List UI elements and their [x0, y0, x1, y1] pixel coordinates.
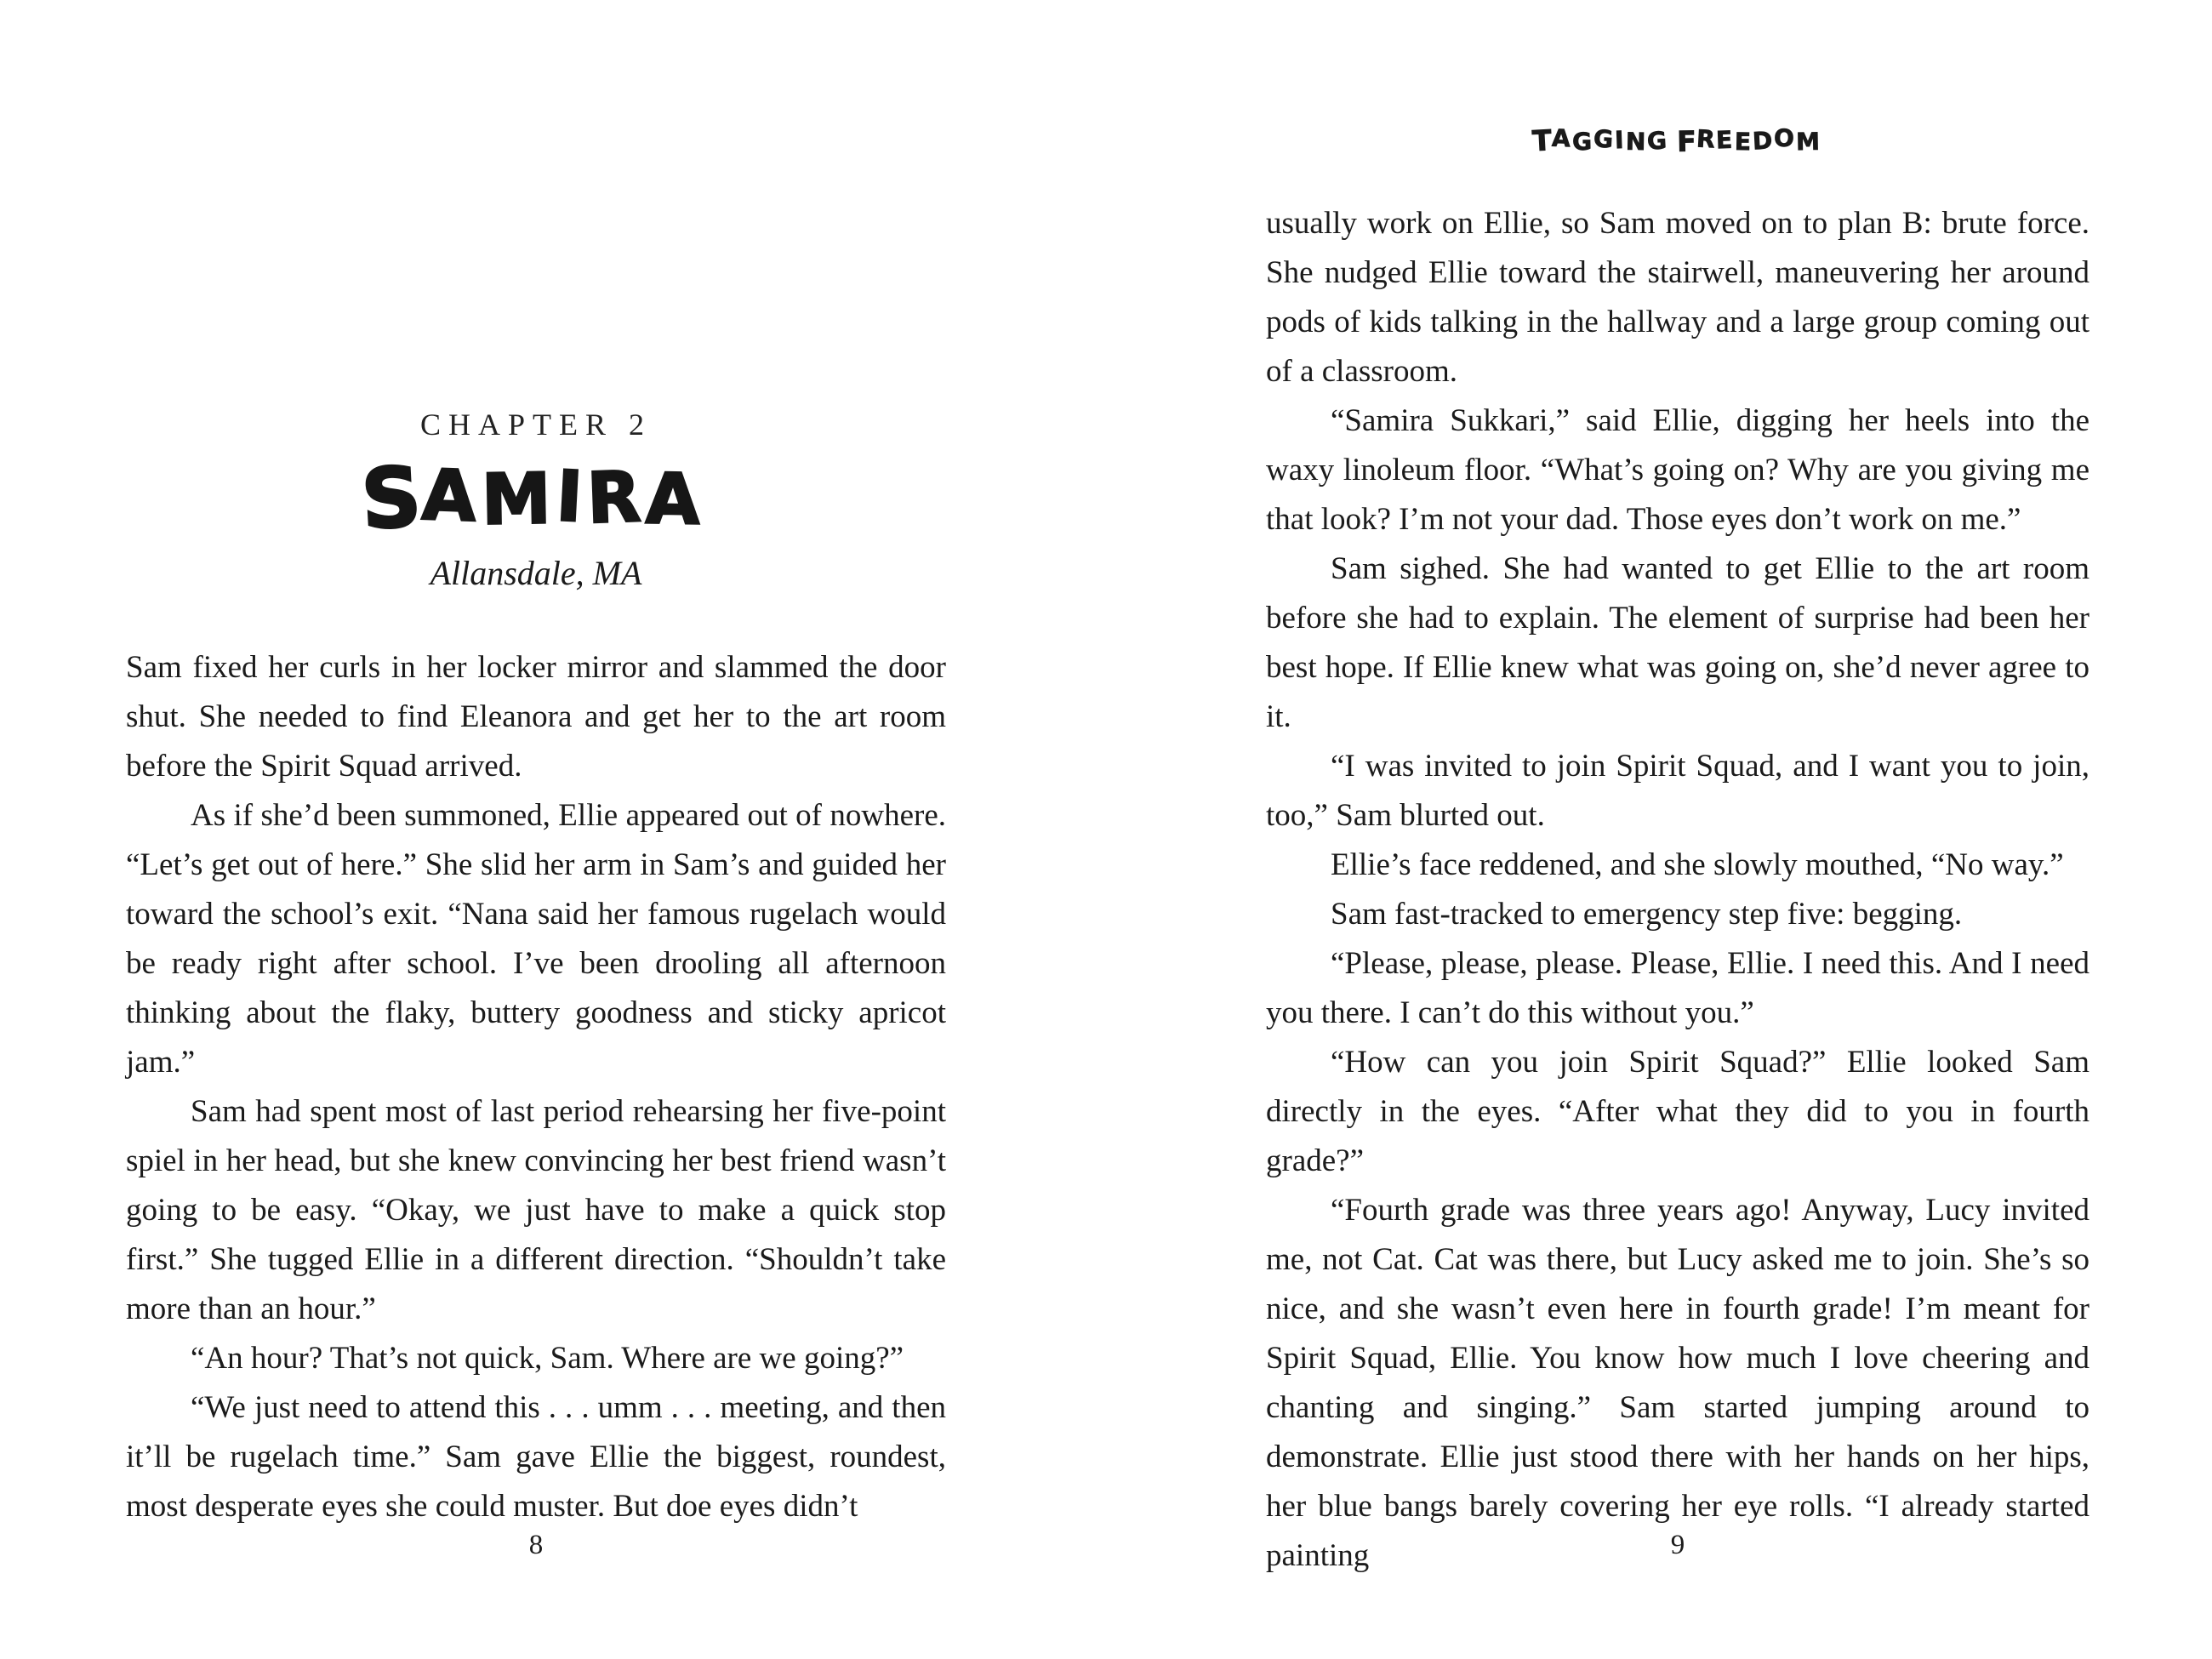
paragraph: Sam sighed. She had wanted to get Ellie to the art room before she had to explain. The element of surprise had been her best hope. If Ellie knew what was going on, she’d never agree to it.	[1266, 551, 2089, 734]
left-page-body	[126, 643, 946, 1531]
chapter-location: Allansdale, MA	[430, 554, 642, 592]
chapter-title: SAMIRA	[359, 449, 706, 549]
right-page-body	[1266, 199, 2089, 1581]
right-page	[1266, 0, 2089, 1659]
paragraph: As if she’d been summoned, Ellie appeared out of nowhere. “Let’s get out of here.” She slid her arm in Sam’s and guided her toward the school’s exit. “Nana said her famous rugelach would be ready right after school. I’ve been drooling all afternoon thinking about the flaky, buttery goodness and sticky apricot jam.”	[126, 798, 946, 1080]
right-page-number: 9	[1670, 1530, 1685, 1560]
paragraph: “An hour? That’s not quick, Sam. Where are we going?”	[191, 1341, 904, 1376]
paragraph: Sam fixed her curls in her locker mirror and slammed the door shut. She needed to find Eleanora and get her to the art room before the Spirit Squad arrived.	[126, 650, 946, 784]
paragraph: “We just need to attend this . . . umm . . . meeting, and then it’ll be rugelach time.” Sam gave Ellie the biggest, roundest, most desperate eyes she could muster. But doe eyes didn’t	[126, 1390, 946, 1524]
paragraph: Ellie’s face reddened, and she slowly mouthed, “No way.”	[1331, 847, 2064, 882]
running-header: TAGGING FREEDOM	[1531, 123, 1821, 159]
left-page-number: 8	[528, 1530, 544, 1560]
paragraph: “Fourth grade was three years ago! Anyway, Lucy invited me, not Cat. Cat was there, but Lucy asked me to join. She’s so nice, and she wasn’t even here in fourth grade! I’m meant for Spirit Squad, Ellie. You know how much I love cheering and chanting and singing.” Sam started jumping around to demonstrate. Ellie just stood there with her hands on her hips, her blue bangs barely covering her eye rolls. “I already started painting	[1266, 1193, 2089, 1573]
chapter-label: CHAPTER 2	[419, 408, 653, 442]
paragraph: Sam had spent most of last period rehearsing her five-point spiel in her head, but she knew convincing her best friend wasn’t going to be easy. “Okay, we just have to make a quick stop first.” She tugged Ellie in a different direction. “Shouldn’t take more than an hour.”	[126, 1094, 946, 1326]
paragraph: Sam fast-tracked to emergency step five: begging.	[1331, 897, 1963, 932]
paragraph: usually work on Ellie, so Sam moved on to plan B: brute force. She nudged Ellie toward the stairwell, maneuvering her around pods of kids talking in the hallway and a large group coming out of a classroom.	[1266, 206, 2089, 389]
left-page	[126, 0, 946, 1659]
paragraph: “Please, please, please. Please, Ellie. I need this. And I need you there. I can’t do this without you.”	[1266, 946, 2089, 1030]
paragraph: “I was invited to join Spirit Squad, and I want you to join, too,” Sam blurted out.	[1266, 749, 2089, 833]
paragraph: “How can you join Spirit Squad?” Ellie looked Sam directly in the eyes. “After what they did to you in fourth grade?”	[1266, 1045, 2089, 1178]
paragraph: “Samira Sukkari,” said Ellie, digging her heels into the waxy linoleum floor. “What’s going on? Why are you giving me that look? I’m not your dad. Those eyes don’t work on me.”	[1266, 403, 2089, 537]
